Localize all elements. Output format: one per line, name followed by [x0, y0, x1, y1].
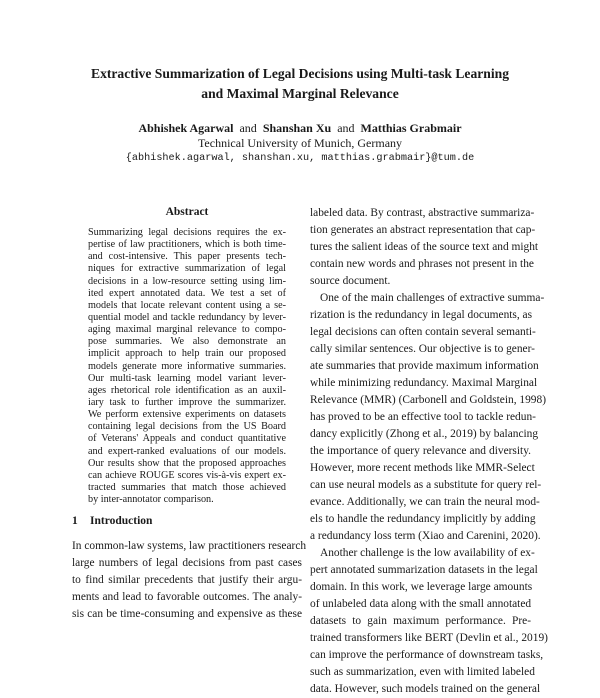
abstract-line: iary task to further improve the summarizer. [88, 396, 286, 408]
body-line: rization is the redundancy in legal documents, as [310, 309, 533, 321]
abstract-line: ages rhetorical role identification as an auxil- [88, 384, 286, 396]
abstract-line: by inter-annotator comparison. [88, 494, 214, 506]
body-line: One of the main challenges of extractive summa- [320, 292, 545, 304]
section-number: 1 [72, 515, 78, 527]
body-line: Another challenge is the low availability of ex- [320, 547, 535, 559]
body-line: source document. [310, 275, 391, 287]
abstract-line: quential model and tackle redundancy by lever- [88, 311, 286, 323]
abstract-line: of Veterans' Appeals and conduct quantitative [88, 433, 286, 445]
section-title: Introduction [90, 515, 153, 527]
body-line: has proved to be an effective tool to tackle redun- [310, 411, 536, 423]
paper-title [0, 64, 600, 104]
abstract-heading: Abstract [165, 206, 209, 218]
abstract-line: Our multi-task learning model variant lever- [88, 372, 286, 384]
author-list [0, 121, 600, 136]
author-1: Abhishek Agarwal [138, 121, 234, 135]
abstract-line: niques for extractive summarization of legal [88, 263, 286, 275]
author-2: Shanshan Xu [262, 121, 332, 135]
paragraph [310, 545, 548, 698]
body-line: can improve the performance of downstream tasks, [310, 649, 544, 661]
body-line: tures the salient ideas of the source text and might [310, 241, 539, 253]
affiliation: Technical University of Munich, Germany [197, 136, 403, 150]
author-separator-2: and [337, 121, 355, 135]
body-line: can use neural models as a substitute for query rel- [310, 479, 542, 491]
paragraph [310, 205, 539, 290]
introduction-line: sis can be time-consuming and expensive as these [72, 608, 302, 620]
abstract-line: pose summaries. We also demonstrate an [88, 336, 286, 348]
body-line: dancy explicitly (Zhong et al., 2019) by balancing [310, 428, 539, 440]
abstract-line: implicit approach to help train our proposed [88, 348, 286, 360]
abstract-line: and cost-intensive. This paper presents tech- [88, 251, 286, 263]
introduction-body [72, 538, 307, 623]
body-line: datasets to gain maximum performance. Pre- [310, 615, 531, 627]
body-line: evance. Additionally, we can train the neural mod- [310, 496, 540, 508]
title-line-1: Extractive Summarization of Legal Decisions using Multi-task Learning [91, 66, 509, 81]
abstract-line: We perform extensive experiments on datasets [88, 409, 286, 421]
abstract-line: and expert-ranked evaluations of our models. [88, 445, 286, 457]
body-line: a redundancy loss term (Xiao and Carenini, 2020). [310, 530, 541, 542]
introduction-line: ments and lead to favorable outcomes. The analy- [72, 591, 302, 603]
abstract-body [88, 227, 286, 506]
body-line: ate summaries that provide maximum information [310, 360, 539, 372]
body-line: labeled data. By contrast, abstractive summariza- [310, 207, 535, 219]
body-line: domain. In this work, we leverage large amounts [310, 581, 533, 593]
body-line: However, more recent methods like MMR-Select [310, 462, 535, 474]
abstract-line: Our results show that the proposed approaches [88, 457, 286, 469]
abstract-line: aging maximal marginal relevance to compo- [88, 324, 286, 336]
abstract-line: ited expert annotated data. We test a set of [88, 287, 286, 299]
author-3: Matthias Grabmair [360, 121, 462, 135]
body-line: els to handle the redundancy implicitly by adding [310, 513, 536, 525]
body-line: while minimizing redundancy. Maximal Marginal [310, 377, 538, 389]
introduction-line: In common-law systems, law practitioners research [72, 540, 307, 552]
introduction-line: large numbers of legal decisions from past cases [72, 557, 302, 569]
abstract-line: containing legal decisions from the US Board [88, 421, 286, 433]
body-line: legal decisions can often contain several semanti- [310, 326, 536, 338]
body-line: the importance of query relevance and diversity. [310, 445, 531, 457]
body-line: data. However, such models trained on the general [310, 683, 541, 695]
author-separator-1: and [239, 121, 257, 135]
title-line-2: and Maximal Marginal Relevance [201, 86, 399, 101]
body-line: pert annotated summarization datasets in the legal [310, 564, 538, 576]
body-line: tion generates an abstract representation that cap- [310, 224, 536, 236]
body-line: of unlabeled data along with the small annotated [310, 598, 532, 610]
body-line: trained transformers like BERT (Devlin et al., 2019) [310, 632, 548, 644]
body-line: such as summarization, even with limited labeled [310, 666, 535, 678]
right-column-body [310, 205, 548, 698]
abstract-line: decisions in a low-resource setting using lim- [88, 275, 286, 287]
paragraph [310, 290, 546, 545]
body-line: Relevance (MMR) (Carbonell and Goldstein, 1998) [310, 394, 546, 406]
abstract-line: tracted summaries that match those achieved [88, 481, 286, 493]
abstract-line: can achieve ROUGE scores vis-à-vis expert ex- [88, 469, 286, 481]
abstract-line: models that locate relevant content using a se- [88, 299, 286, 311]
introduction-line: to find similar precedents that justify their argu- [72, 574, 302, 586]
author-emails: {abhishek.agarwal, shanshan.xu, matthias.grabmair}@tum.de [125, 153, 475, 164]
body-line: cally similar sentences. Our objective is to gener- [310, 343, 535, 355]
introduction-heading [72, 515, 152, 527]
abstract-line: pertise of law practitioners, which is both time- [88, 239, 286, 251]
body-line: contain new words and phrases not present in the [310, 258, 534, 270]
abstract-line: Summarizing legal decisions requires the ex- [88, 227, 286, 238]
abstract-line: models generate more informative summaries. [88, 360, 286, 372]
